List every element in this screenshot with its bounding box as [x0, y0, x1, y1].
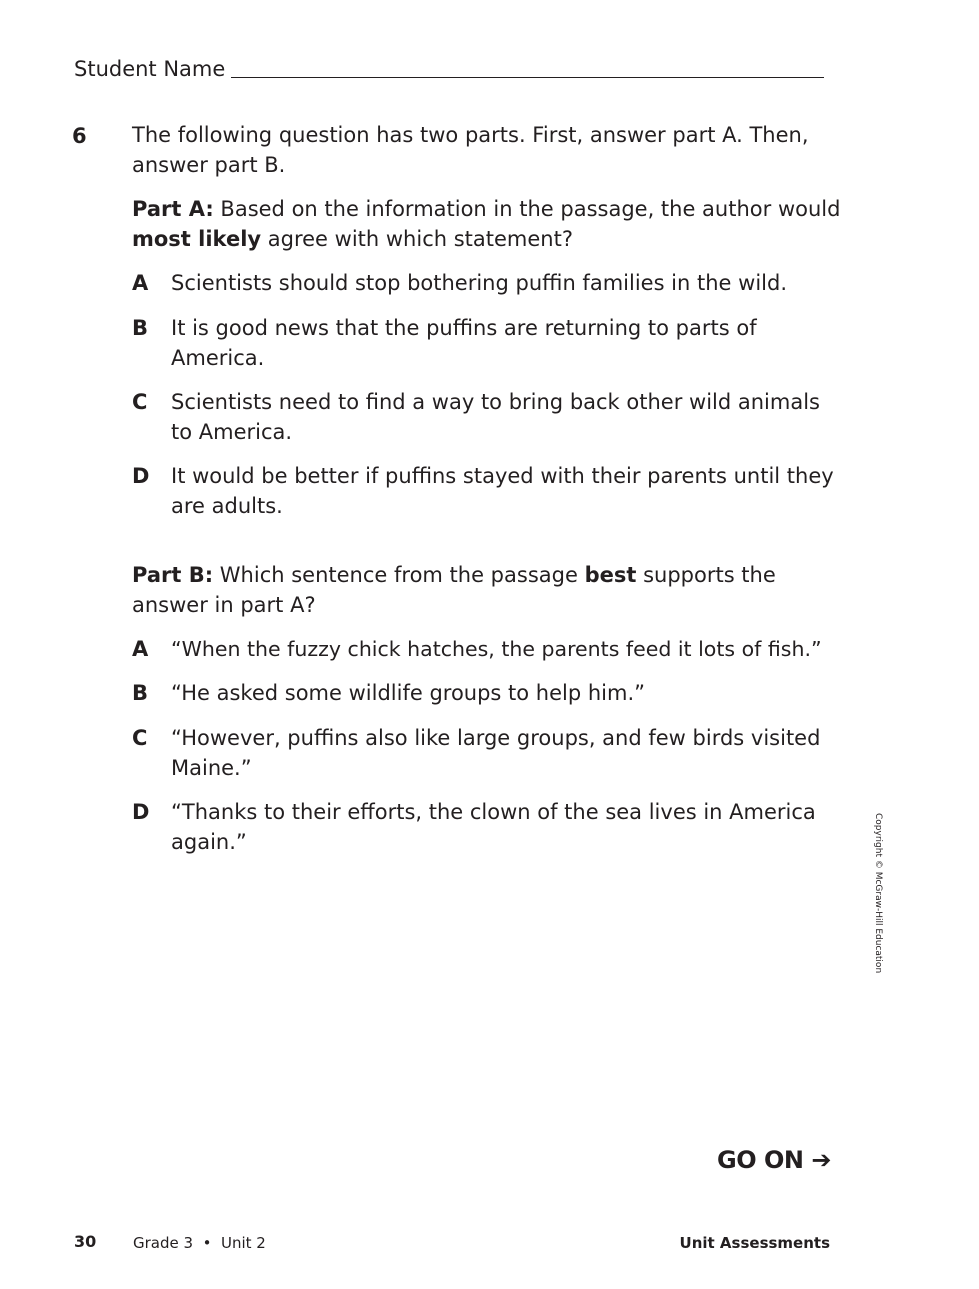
part-b-option-d[interactable]: [132, 797, 832, 857]
question-number: 6: [72, 124, 87, 148]
part-a-prompt-end: agree with which statement?: [261, 227, 573, 251]
part-b-prompt: [132, 560, 782, 620]
option-letter: B: [132, 681, 149, 705]
part-a-prompt-start: Based on the information in the passage, the author would: [213, 197, 841, 221]
go-on-indicator: [717, 1143, 831, 1177]
option-letter: B: [132, 316, 149, 340]
footer-grade: Grade 3: [133, 1234, 194, 1252]
part-a-prompt-bold: most likely: [132, 227, 262, 251]
option-text: It is good news that the puffins are returning to parts of America.: [171, 316, 757, 370]
option-text: “He asked some wildlife groups to help him.”: [171, 681, 646, 705]
arrow-right-icon: ➔: [811, 1146, 831, 1174]
student-name-label: Student Name: [74, 57, 226, 81]
part-a-label: Part A:: [132, 197, 214, 221]
option-text: Scientists should stop bothering puffin families in the wild.: [171, 271, 787, 295]
option-text: “However, puffins also like large groups, and few birds visited Maine.”: [171, 726, 821, 780]
option-text: “Thanks to their efforts, the clown of the sea lives in America again.”: [171, 800, 816, 854]
option-letter: A: [132, 271, 149, 295]
footer-unit: Unit 2: [221, 1234, 266, 1252]
student-name-line[interactable]: [231, 77, 824, 78]
part-a-option-c[interactable]: [132, 387, 832, 447]
footer-page-number: 30: [74, 1232, 97, 1251]
copyright-notice: Copyright © McGraw-Hill Education: [873, 813, 883, 974]
go-on-label: GO ON: [717, 1146, 804, 1174]
part-b-option-c[interactable]: [132, 723, 832, 783]
bullet-separator: •: [202, 1234, 212, 1252]
part-b-option-b[interactable]: [132, 678, 832, 708]
option-text: Scientists need to find a way to bring back other wild animals to America.: [171, 390, 820, 444]
option-letter: D: [132, 800, 150, 824]
question-intro: The following question has two parts. First, answer part A. Then, answer part B.: [132, 123, 809, 177]
part-a-option-a[interactable]: [132, 268, 832, 298]
option-letter: C: [132, 390, 148, 414]
option-letter: D: [132, 464, 150, 488]
part-a-option-d[interactable]: [132, 461, 842, 521]
part-a-option-b[interactable]: [132, 313, 772, 373]
part-b-prompt-bold: best: [584, 563, 637, 587]
option-text: “When the fuzzy chick hatches, the parents feed it lots of fish.”: [171, 637, 822, 661]
option-letter: C: [132, 726, 148, 750]
footer-grade-unit: [133, 1231, 266, 1255]
part-b-label: Part B:: [132, 563, 214, 587]
part-a-prompt: [132, 194, 842, 254]
footer-section-title: Unit Assessments: [679, 1234, 830, 1252]
part-b-prompt-end: supports the answer in part A?: [132, 563, 776, 617]
part-b-option-a[interactable]: [132, 634, 852, 664]
part-b-prompt-start: Which sentence from the passage: [213, 563, 585, 587]
option-letter: A: [132, 637, 149, 661]
option-text: It would be better if puffins stayed with their parents until they are adults.: [171, 464, 834, 518]
